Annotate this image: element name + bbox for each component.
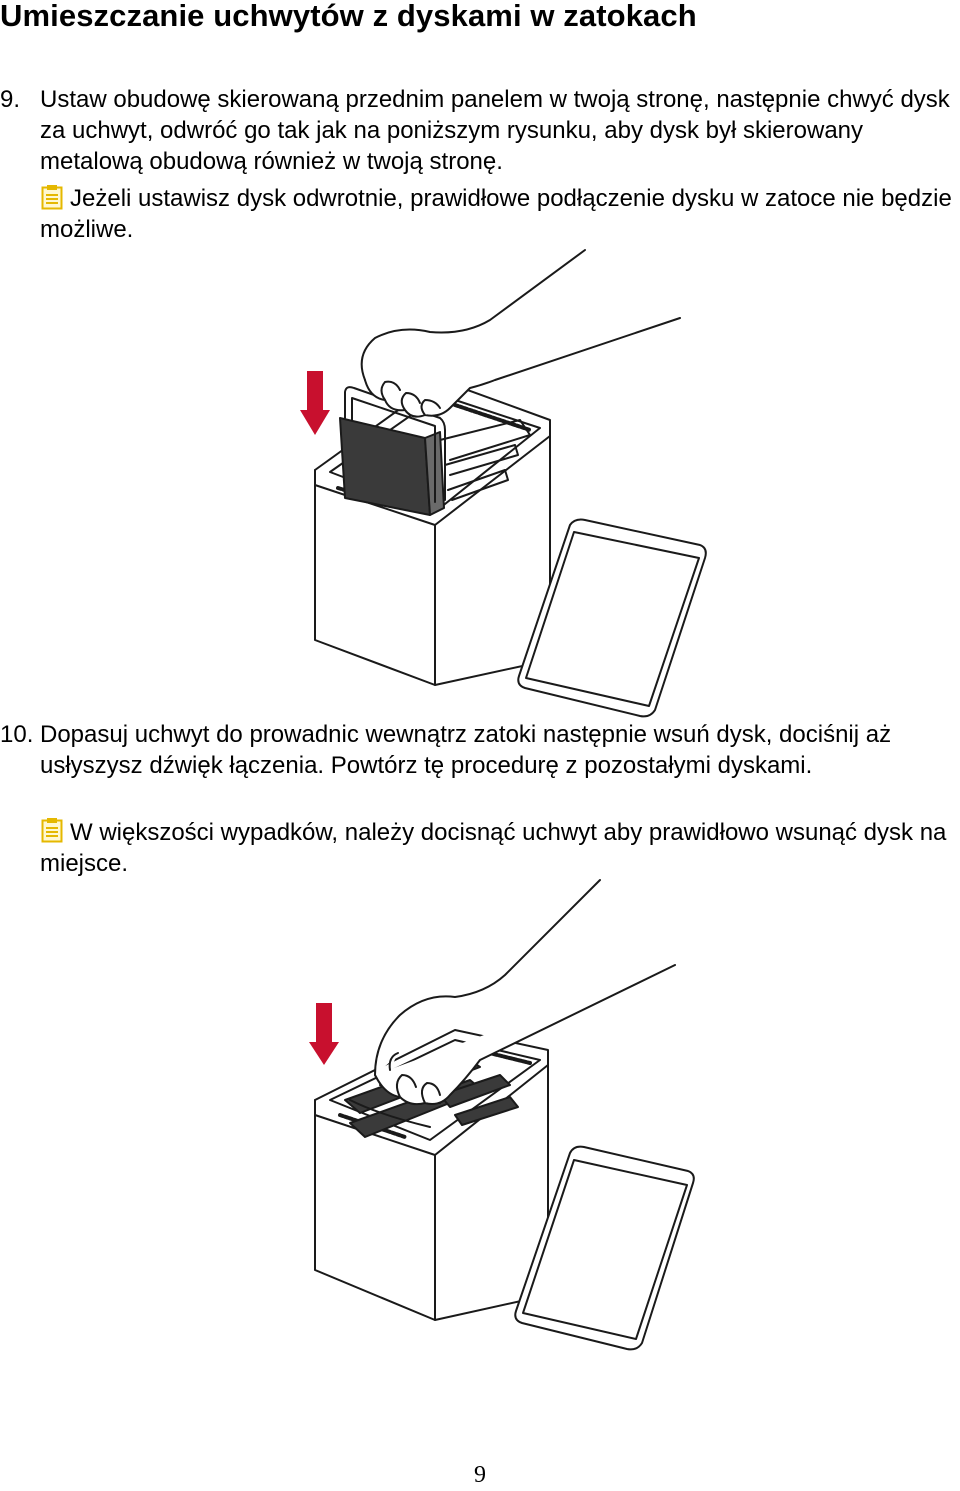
note-text: W większości wypadków, należy docisnąć uchwyt aby prawidłowo wsunąć dysk na miejsce.	[40, 819, 947, 877]
figure-push-disk-into-bay	[290, 875, 710, 1355]
step-text: Ustaw obudowę skierowaną przednim panelem w twoją stronę, następnie chwyć dysk za uchwyt, odwróć go tak jak na poniższym rysunku, aby dysk był skierowany metalową obudową również w twoją stronę.	[40, 86, 950, 175]
figure-insert-disk-handle	[290, 240, 720, 720]
note-text: Jeżeli ustawisz dysk odwrotnie, prawidłowe podłączenie dysku w zatoce nie będzie możliwe.	[40, 185, 952, 243]
down-arrow-icon	[309, 1003, 339, 1065]
page-number: 9	[474, 1462, 486, 1488]
hand-illustration	[362, 250, 680, 417]
step-text: Dopasuj uchwyt do prowadnic wewnątrz zatoki następnie wsuń dysk, dociśnij aż usłyszysz dźwięk łączenia. Powtórz tę procedurę z pozostałymi dyskami.	[40, 721, 892, 779]
step-number: 10.	[0, 721, 34, 748]
down-arrow-icon	[300, 371, 330, 435]
step-number: 9.	[0, 86, 21, 113]
page-title: Umieszczanie uchwytów z dyskami w zatokach	[0, 0, 697, 33]
